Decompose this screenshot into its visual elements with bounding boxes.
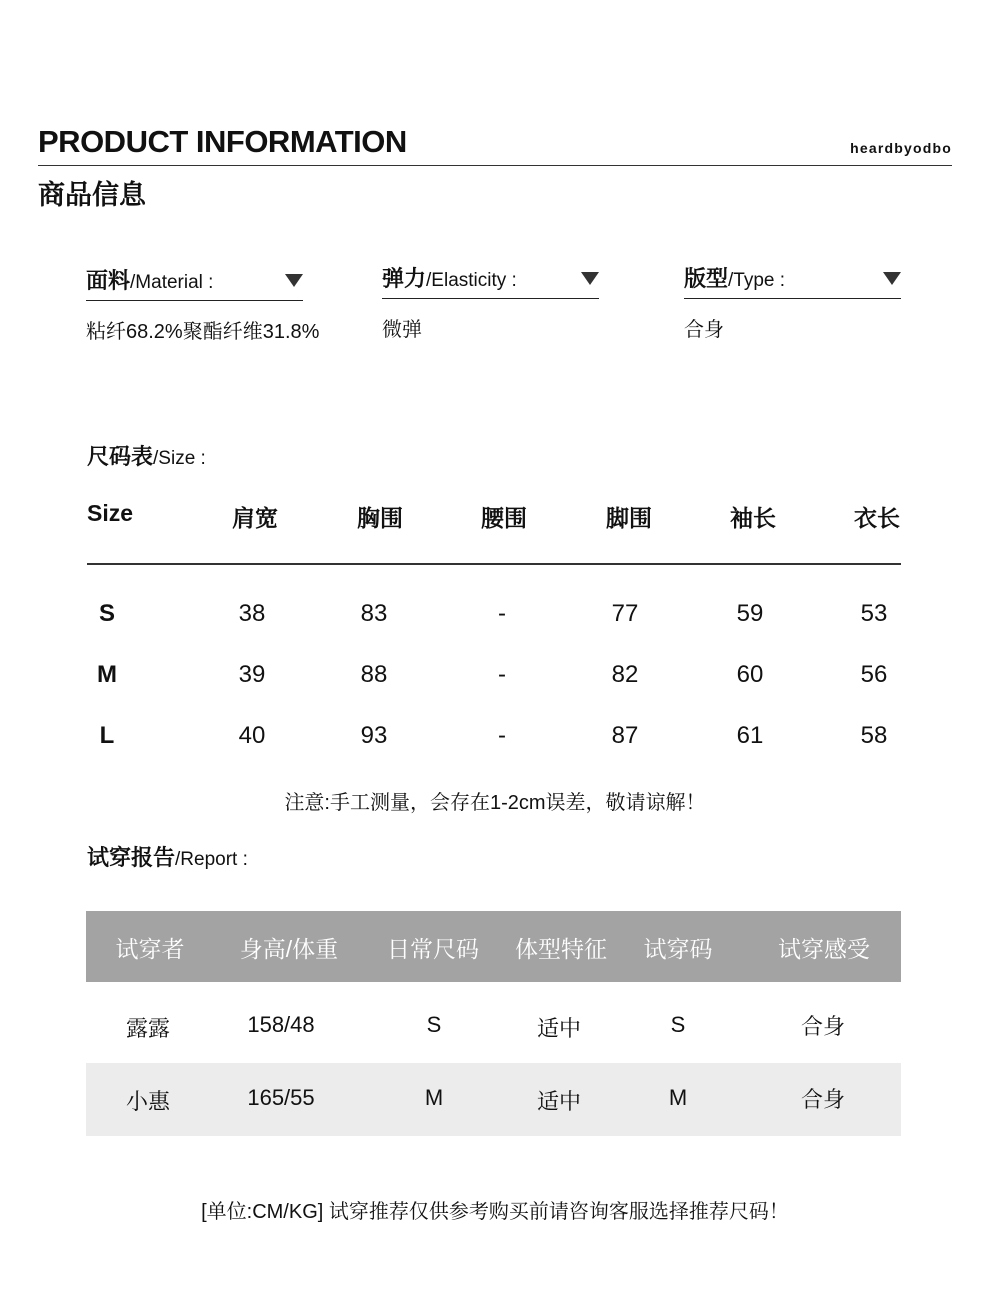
size-cell: 83 [360, 600, 388, 627]
section-label-en: /Size : [153, 448, 206, 469]
size-col-header: 袖长 [730, 505, 776, 531]
page-title-en: PRODUCT INFORMATION [38, 124, 407, 159]
attribute-value: 微弹 [382, 319, 422, 341]
report-cell: S [426, 1012, 442, 1037]
size-cell: 77 [611, 600, 639, 627]
report-col-header: 体型特征 [515, 936, 607, 962]
attribute-value: 合身 [684, 319, 724, 341]
header-divider [38, 165, 952, 166]
size-cell: 93 [360, 722, 388, 749]
report-label [87, 841, 248, 872]
attribute-material [86, 264, 320, 344]
size-col-header: 肩宽 [232, 505, 278, 531]
triangle-down-icon [883, 272, 901, 285]
table-row [86, 1063, 901, 1136]
attribute-label-cn: 弹力 [382, 266, 427, 291]
size-cell: S [98, 600, 115, 627]
table-row [87, 661, 901, 701]
size-cell: 56 [860, 661, 888, 688]
section-label-cn: 试穿报告 [87, 845, 176, 870]
size-cell: - [498, 600, 506, 627]
attribute-label-cn: 面料 [86, 268, 131, 293]
size-cell: 39 [238, 661, 266, 688]
size-table-divider [87, 563, 901, 565]
size-cell: 58 [860, 722, 888, 749]
report-cell: 适中 [536, 1016, 581, 1041]
attribute-label-cn: 版型 [684, 266, 729, 291]
size-cell: - [498, 722, 506, 749]
report-col-header: 试穿码 [643, 936, 713, 962]
report-cell: 合身 [800, 1014, 845, 1039]
report-col-header: 身高/体重 [239, 936, 339, 962]
report-cell: 合身 [800, 1087, 845, 1112]
report-table-header [86, 911, 901, 982]
table-row [87, 600, 901, 640]
size-col-header: 腰围 [481, 505, 527, 531]
attribute-elasticity [382, 262, 599, 342]
size-col-header: Size [87, 500, 134, 526]
size-cell: 87 [611, 722, 639, 749]
size-cell: 38 [238, 600, 266, 627]
size-cell: 88 [360, 661, 388, 688]
size-cell: 60 [736, 661, 764, 688]
size-table-header [87, 500, 901, 534]
report-col-header: 试穿感受 [778, 936, 870, 962]
attribute-value: 粘纤68.2%聚酯纤维31.8% [86, 321, 320, 343]
size-col-header: 衣长 [854, 505, 900, 531]
footer-note: [单位:CM/KG] 试穿推荐仅供参考购买前请咨询客服选择推荐尺码！ [201, 1201, 789, 1223]
report-cell: 165/55 [247, 1085, 315, 1110]
attribute-label-en: /Type : [728, 270, 786, 291]
size-cell: 82 [611, 661, 639, 688]
table-row [86, 990, 901, 1063]
size-chart-label [87, 440, 206, 471]
size-col-header: 脚围 [606, 505, 652, 531]
size-cell: 59 [736, 600, 764, 627]
brand-logo-text: heardbyodbo [850, 140, 952, 156]
report-cell: 适中 [536, 1089, 581, 1114]
attribute-label-en: /Material : [130, 272, 214, 293]
report-cell: M [668, 1085, 688, 1110]
report-cell: 小惠 [125, 1089, 170, 1114]
report-cell: M [424, 1085, 444, 1110]
triangle-down-icon [581, 272, 599, 285]
report-cell: 158/48 [247, 1012, 315, 1037]
size-col-header: 胸围 [357, 505, 403, 531]
section-label-en: /Report : [175, 849, 248, 870]
size-cell: 53 [860, 600, 888, 627]
report-col-header: 日常尺码 [387, 936, 479, 962]
report-col-header: 试穿者 [115, 936, 185, 962]
report-cell: S [670, 1012, 686, 1037]
size-cell: 40 [238, 722, 266, 749]
size-cell: - [498, 661, 506, 688]
section-label-cn: 尺码表 [87, 444, 154, 469]
attribute-type [684, 262, 901, 342]
size-cell: 61 [736, 722, 764, 749]
attribute-label-en: /Elasticity : [426, 270, 517, 291]
report-table [86, 911, 901, 1136]
measurement-note: 注意:手工测量，会存在1-2cm误差，敬请谅解！ [284, 792, 706, 814]
page-title-cn: 商品信息 [38, 180, 146, 210]
size-cell: L [99, 722, 115, 749]
table-row [87, 722, 901, 762]
triangle-down-icon [285, 274, 303, 287]
report-cell: 露露 [125, 1016, 170, 1041]
size-cell: M [97, 661, 117, 688]
